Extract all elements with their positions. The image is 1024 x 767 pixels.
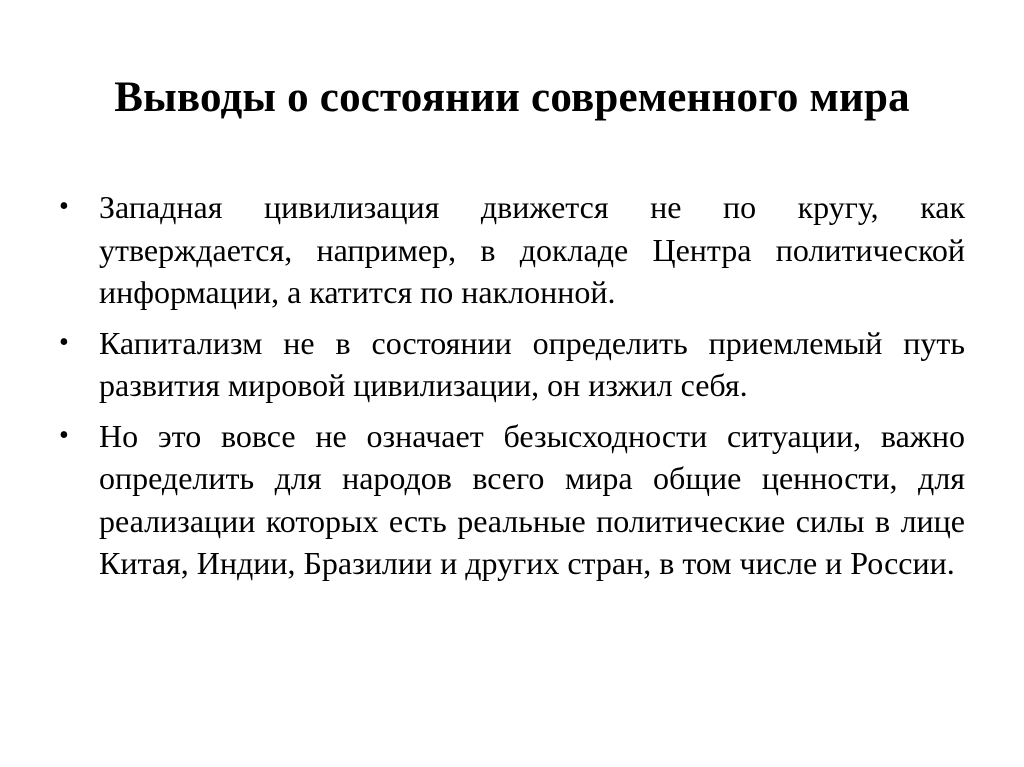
bullet-dot-icon: • — [59, 326, 69, 358]
slide-title: Выводы о состоянии современного мира — [114, 74, 910, 121]
bullet-item — [59, 186, 965, 314]
bullet-text: Но это вовсе не означает безысходности ситуации, важно определить для народов всего мира общие ценности, для реализации которых есть реальные политические силы в лице Китая, Индии, Бразилии и других стран, в том числе и России. — [99, 417, 965, 581]
bullet-dot-icon: • — [59, 191, 69, 222]
bullet-item — [59, 415, 965, 585]
bullet-list — [59, 186, 965, 593]
bullet-item — [59, 322, 965, 407]
bullet-dot-icon: • — [59, 419, 69, 451]
bullet-text: Западная цивилизация движется не по кругу, как утверждается, например, в докладе Центра политической информации, а катится по наклонной. — [99, 189, 965, 310]
bullet-text: Капитализм не в состоянии определить приемлемый путь развития мировой цивилизации, он изжил себя. — [99, 324, 965, 403]
